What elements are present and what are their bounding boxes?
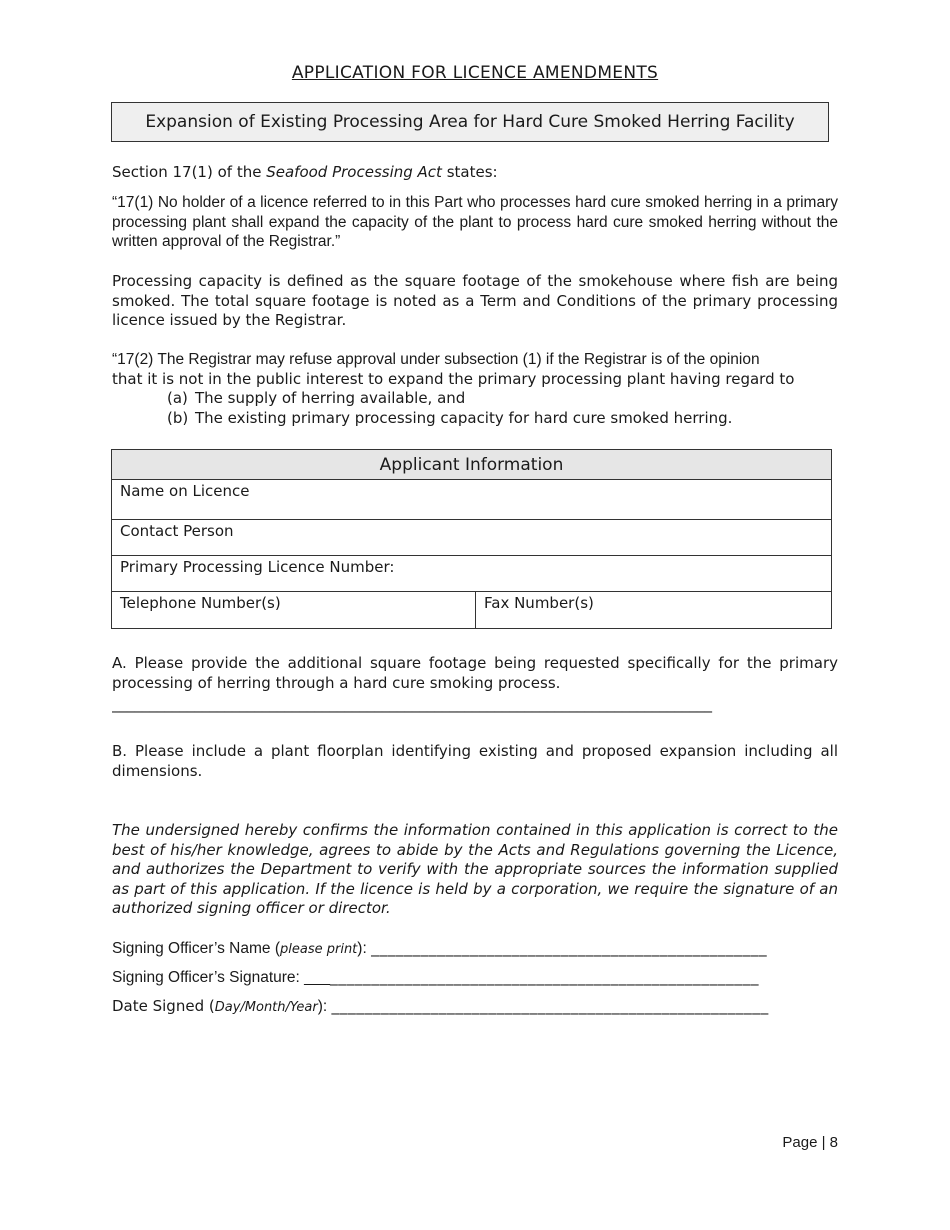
fax-field[interactable] <box>476 592 832 629</box>
declaration: The undersigned hereby confirms the information contained in this application is correct to the best of his/her knowledge, agrees to abide by the Acts and Regulations governing the Licence, and authorizes the Department to verify with the appropriate sources the information supplied as part of this application. If the licence is held by a corporation, we require the signature of an authorized signing officer or director. <box>112 821 838 917</box>
fax-label: Fax Number(s) <box>484 594 594 612</box>
signing-officer-name-label: Signing Officer’s Name ( <box>112 940 280 957</box>
contact-person-label: Contact Person <box>120 522 234 540</box>
quote-17-2-line2: that it is not in the public interest to expand the primary processing plant having regard to <box>112 370 795 388</box>
name-label-close: ): <box>357 940 372 957</box>
quote-17-1: “17(1) No holder of a licence referred to in this Part who processes hard cure smoked herring in a primary processing plant shall expand the capacity of the plant to process hard cure smoked herring without the written approval of the Registrar.” <box>112 194 838 250</box>
page-title: APPLICATION FOR LICENCE AMENDMENTS <box>291 63 659 83</box>
list-marker-a: (a) <box>167 389 188 407</box>
page-number: Page | 8 <box>782 1134 838 1151</box>
date-format-hint: Day/Month/Year <box>214 1000 318 1015</box>
date-label-close: ): <box>317 998 332 1015</box>
date-signed-input[interactable]: _____________________________________________________ <box>331 997 769 1015</box>
list-item-a <box>167 389 465 409</box>
capacity-paragraph: Processing capacity is defined as the square footage of the smokehouse where fish are being smoked. The total square footage is noted as a Term and Conditions of the primary processing licence issued by the Registrar. <box>112 272 838 329</box>
please-print-hint: please print <box>280 942 358 957</box>
applicant-info-header: Applicant Information <box>112 450 832 480</box>
licence-number-field[interactable] <box>112 556 832 592</box>
signing-officer-signature-line <box>112 968 759 987</box>
form-subtitle: Expansion of Existing Processing Area for Hard Cure Smoked Herring Facility <box>145 112 795 132</box>
name-on-licence-label: Name on Licence <box>120 482 250 500</box>
list-text-b: The existing primary processing capacity for hard cure smoked herring. <box>195 409 733 427</box>
section-intro-suffix: states: <box>441 163 498 181</box>
telephone-label: Telephone Number(s) <box>120 594 281 612</box>
signing-officer-signature-label: Signing Officer’s Signature: ___ <box>112 969 330 986</box>
signing-officer-signature-input[interactable]: ____________________________________________________ <box>330 968 759 986</box>
date-signed-label: Date Signed ( <box>112 997 215 1015</box>
quote-17-2-line1: “17(2) The Registrar may refuse approval under subsection (1) if the Registrar is of the opinion <box>112 351 760 368</box>
name-on-licence-field[interactable] <box>112 480 832 520</box>
telephone-field[interactable] <box>112 592 476 629</box>
question-a-answer-line[interactable]: ________________________________________________________________________________ <box>112 695 712 713</box>
list-text-a: The supply of herring available, and <box>195 389 466 407</box>
form-subtitle-box <box>111 102 829 142</box>
list-marker-b: (b) <box>167 409 189 427</box>
licence-number-label: Primary Processing Licence Number: <box>120 558 395 576</box>
question-a: A. Please provide the additional square footage being requested specifically for the primary processing of herring through a hard cure smoking process. <box>112 654 838 692</box>
signing-officer-name-line <box>112 939 767 958</box>
signing-officer-name-input[interactable]: ________________________________________________ <box>371 939 768 957</box>
act-name: Seafood Processing Act <box>266 163 442 181</box>
contact-person-field[interactable] <box>112 520 832 556</box>
section-intro <box>112 163 838 183</box>
date-signed-line <box>112 997 769 1016</box>
section-intro-prefix: Section 17(1) of the <box>112 163 267 181</box>
applicant-info-table <box>111 449 832 629</box>
question-b: B. Please include a plant floorplan identifying existing and proposed expansion including all dimensions. <box>112 742 838 780</box>
list-item-b <box>167 409 732 429</box>
